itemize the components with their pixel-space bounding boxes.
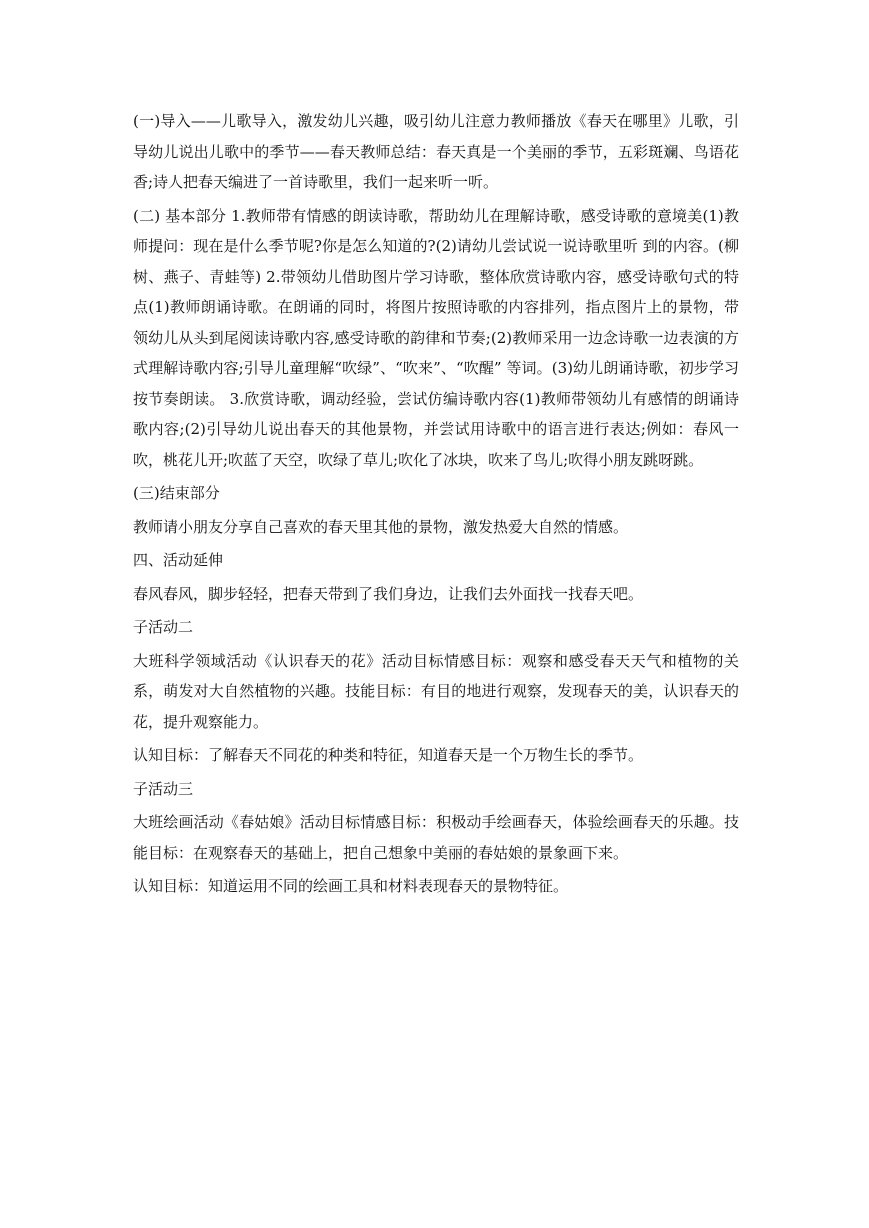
paragraph-basic-part: (二) 基本部分 1.教师带有情感的朗读诗歌，帮助幼儿在理解诗歌，感受诗歌的意境美(1)教师提问：现在是什么季节呢?你是怎么知道的?(2)请幼儿尝试说一说诗歌里听 到的内容。(柳树、燕子、青蛙等) 2.带领幼儿借助图片学习诗歌，整体欣赏诗歌内容，感受诗歌句式的特点(1)教师朗诵诗歌。在朗诵的同时，将图片按照诗歌的内容排列，指点图片上的景物，带领幼儿从头到尾阅读诗歌内容,感受诗歌的韵律和节奏;(2)教师采用一边念诗歌一边表演的方式理解诗歌内容;引导儿童理解“吹绿”、“吹来”、“吹醒” 等词。(3)幼儿朗诵诗歌，初步学习按节奏朗读。 3.欣赏诗歌，调动经验，尝试仿编诗歌内容(1)教师带领幼儿有感情的朗诵诗歌内容;(2)引导幼儿说出春天的其他景物，并尝试用诗歌中的语言进行表达;例如：春风一吹，桃花儿开;吹蓝了天空，吹绿了草儿;吹化了冰块，吹来了鸟儿;吹得小朋友跳呀跳。 [133, 206, 739, 469]
heading-sub-activity-two: 子活动二 [133, 618, 194, 636]
paragraph-sub-activity-two-cognitive: 认知目标：了解春天不同花的种类和特征，知道春天是一个万物生长的季节。 [133, 746, 644, 764]
heading-ending-part: (三)结束部分 [133, 484, 220, 502]
paragraph-sub-activity-two-goals: 大班科学领域活动《认识春天的花》活动目标情感目标：观察和感受春天天气和植物的关系，萌发对大自然植物的兴趣。技能目标：有目的地进行观察，发现春天的美，认识春天的花，提升观察能力。 [133, 651, 739, 731]
heading-activity-extension: 四、活动延伸 [133, 551, 224, 569]
paragraph-sub-activity-three-goals: 大班绘画活动《春姑娘》活动目标情感目标：积极动手绘画春天，体验绘画春天的乐趣。技能目标：在观察春天的基础上，把自己想象中美丽的春姑娘的景象画下来。 [133, 813, 739, 862]
heading-sub-activity-three: 子活动三 [133, 779, 194, 798]
paragraph-activity-extension: 春风春风，脚步轻轻，把春天带到了我们身边，让我们去外面找一找春天吧。 [133, 584, 644, 603]
document-body [133, 106, 739, 905]
paragraph-ending-part: 教师请小朋友分享自己喜欢的春天里其他的景物，激发热爱大自然的情感。 [133, 517, 629, 536]
paragraph-introduction: (一)导入——儿歌导入，激发幼儿兴趣，吸引幼儿注意力教师播放《春天在哪里》儿歌，引导幼儿说出儿歌中的季节——春天教师总结：春天真是一个美丽的季节，五彩斑斓、鸟语花香;诗人把春天编进了一首诗歌里，我们一起来听一听。 [133, 112, 739, 191]
paragraph-sub-activity-three-cognitive: 认知目标：知道运用不同的绘画工具和材料表现春天的景物特征。 [133, 877, 569, 895]
